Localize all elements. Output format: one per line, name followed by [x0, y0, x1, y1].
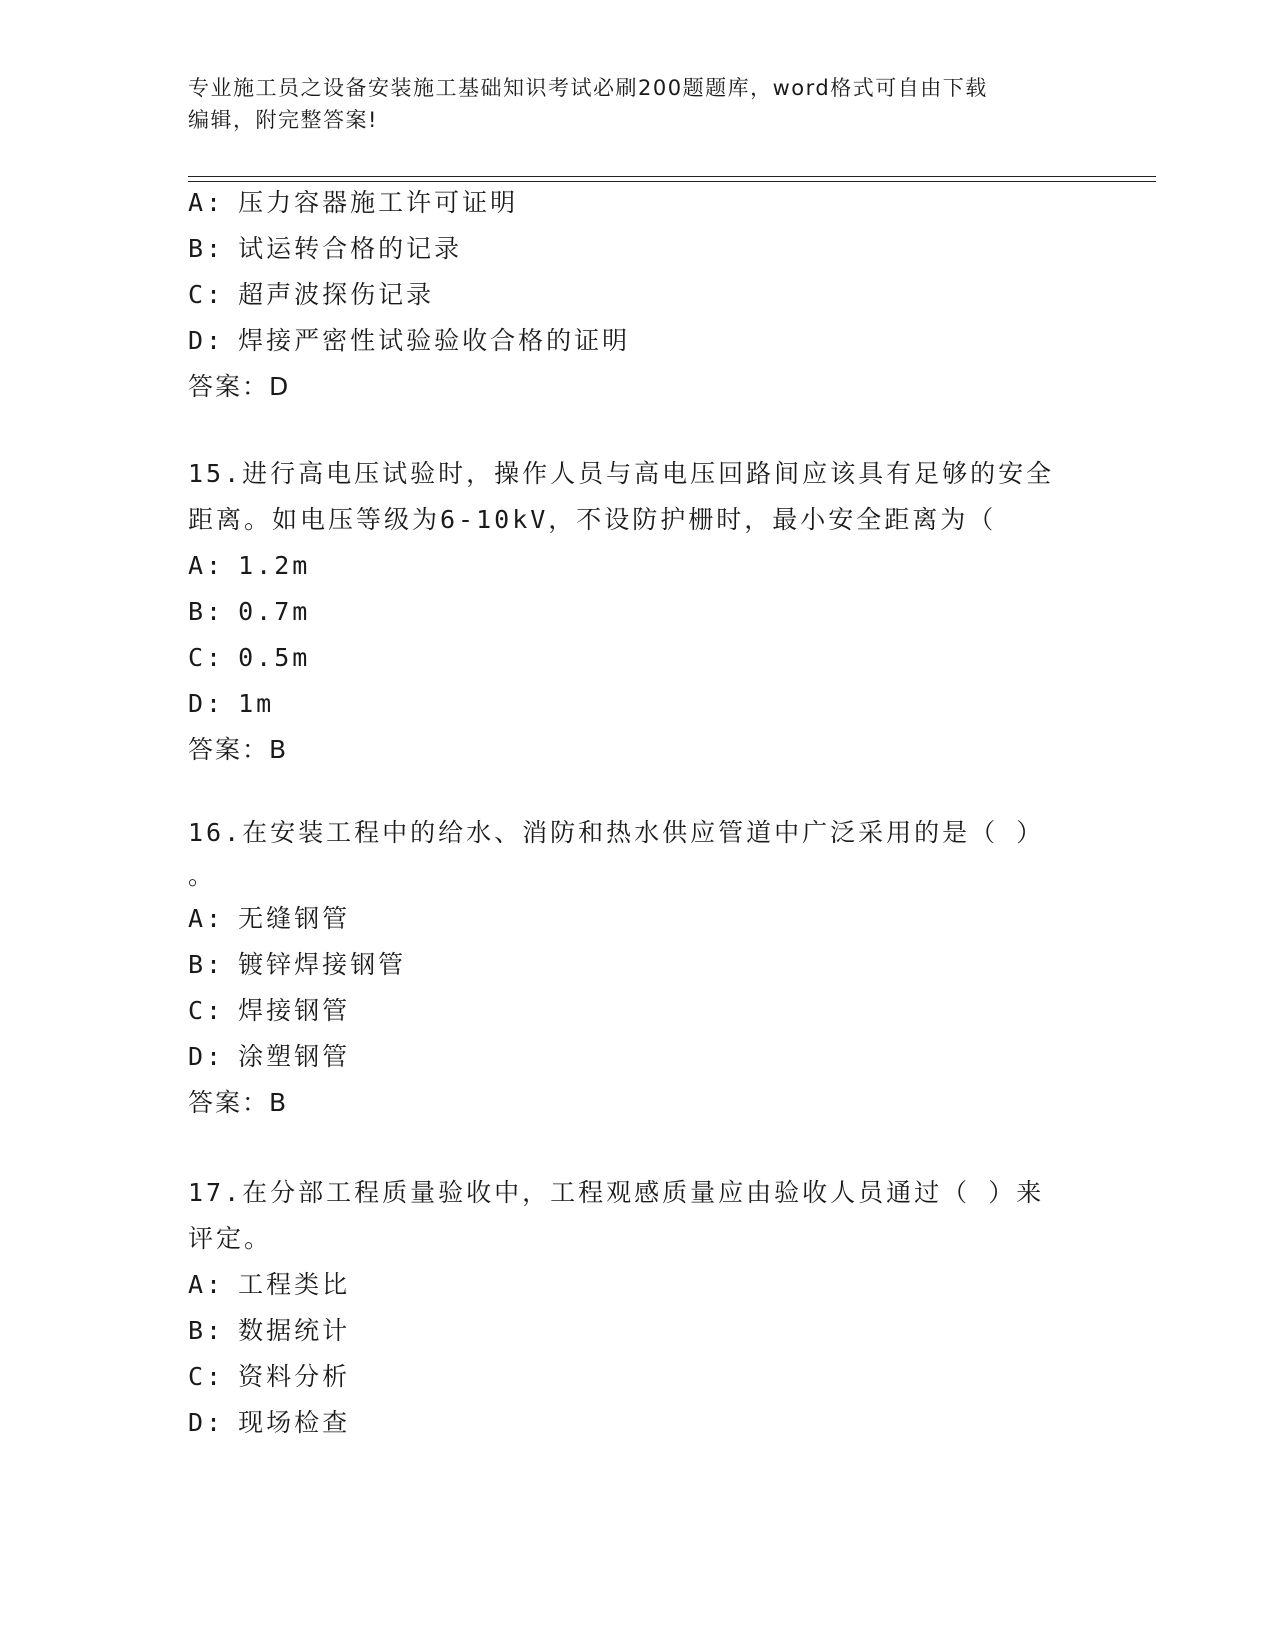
option-text: 0.5m	[238, 643, 311, 672]
option-key: C:	[188, 643, 225, 672]
option-b	[188, 226, 1088, 272]
question-text-line-1: 17.在分部工程质量验收中，工程观感质量应由验收人员通过（ ）来	[188, 1178, 1045, 1207]
option-a	[188, 543, 1088, 589]
option-a	[188, 896, 1088, 942]
option-key: A:	[188, 188, 225, 217]
question-text-line-2: 评定。	[188, 1224, 273, 1253]
header-divider-top	[188, 176, 1156, 177]
answer-line: 答案：B	[188, 735, 289, 764]
option-text: 0.7m	[238, 597, 311, 626]
option-key: A:	[188, 551, 225, 580]
option-key: C:	[188, 1362, 225, 1391]
option-key: D:	[188, 1042, 225, 1071]
question-text-line-1: 16.在安装工程中的给水、消防和热水供应管道中广泛采用的是（ ）	[188, 818, 1045, 847]
option-b	[188, 1308, 1088, 1354]
option-c	[188, 988, 1088, 1034]
option-key: A:	[188, 904, 225, 933]
option-text: 资料分析	[238, 1362, 351, 1391]
option-text: 镀锌焊接钢管	[238, 950, 407, 979]
question-block-15	[188, 451, 1088, 773]
option-b	[188, 589, 1088, 635]
option-text: 焊接严密性试验验收合格的证明	[238, 326, 631, 355]
option-text: 超声波探伤记录	[238, 280, 435, 309]
option-key: B:	[188, 234, 225, 263]
option-c	[188, 635, 1088, 681]
option-b	[188, 942, 1088, 988]
option-key: D:	[188, 1408, 225, 1437]
question-text-line-1: 15.进行高电压试验时，操作人员与高电压回路间应该具有足够的安全	[188, 459, 1055, 488]
option-d	[188, 681, 1088, 727]
question-text-line-2: 距离。如电压等级为6-10kV，不设防护栅时，最小安全距离为（	[188, 505, 997, 534]
answer-line: 答案：D	[188, 372, 291, 401]
header-line-2: 编辑，附完整答案!	[188, 108, 378, 132]
option-text: 1m	[238, 689, 275, 718]
option-c	[188, 1354, 1088, 1400]
option-text: 压力容器施工许可证明	[238, 188, 519, 217]
option-text: 数据统计	[238, 1316, 351, 1345]
document-header	[188, 72, 1088, 136]
option-a	[188, 180, 1088, 226]
question-text-line-2: 。	[188, 861, 217, 890]
option-d	[188, 318, 1088, 364]
option-key: D:	[188, 689, 225, 718]
option-a	[188, 1262, 1088, 1308]
option-key: B:	[188, 950, 225, 979]
option-text: 焊接钢管	[238, 996, 351, 1025]
option-key: A:	[188, 1270, 225, 1299]
option-d	[188, 1400, 1088, 1446]
option-text: 试运转合格的记录	[238, 234, 463, 263]
answer-line: 答案：B	[188, 1088, 289, 1117]
question-block-16	[188, 810, 1088, 1126]
option-d	[188, 1034, 1088, 1080]
option-key: B:	[188, 1316, 225, 1345]
option-text: 1.2m	[238, 551, 311, 580]
option-key: B:	[188, 597, 225, 626]
option-text: 工程类比	[238, 1270, 351, 1299]
option-key: C:	[188, 996, 225, 1025]
option-text: 涂塑钢管	[238, 1042, 351, 1071]
option-key: D:	[188, 326, 225, 355]
option-text: 无缝钢管	[238, 904, 351, 933]
question-block-17	[188, 1170, 1088, 1446]
header-line-1: 专业施工员之设备安装施工基础知识考试必刷200题题库，word格式可自由下载	[188, 76, 988, 100]
option-text: 现场检查	[238, 1408, 351, 1437]
option-c	[188, 272, 1088, 318]
option-key: C:	[188, 280, 225, 309]
question-block-14	[188, 180, 1088, 410]
